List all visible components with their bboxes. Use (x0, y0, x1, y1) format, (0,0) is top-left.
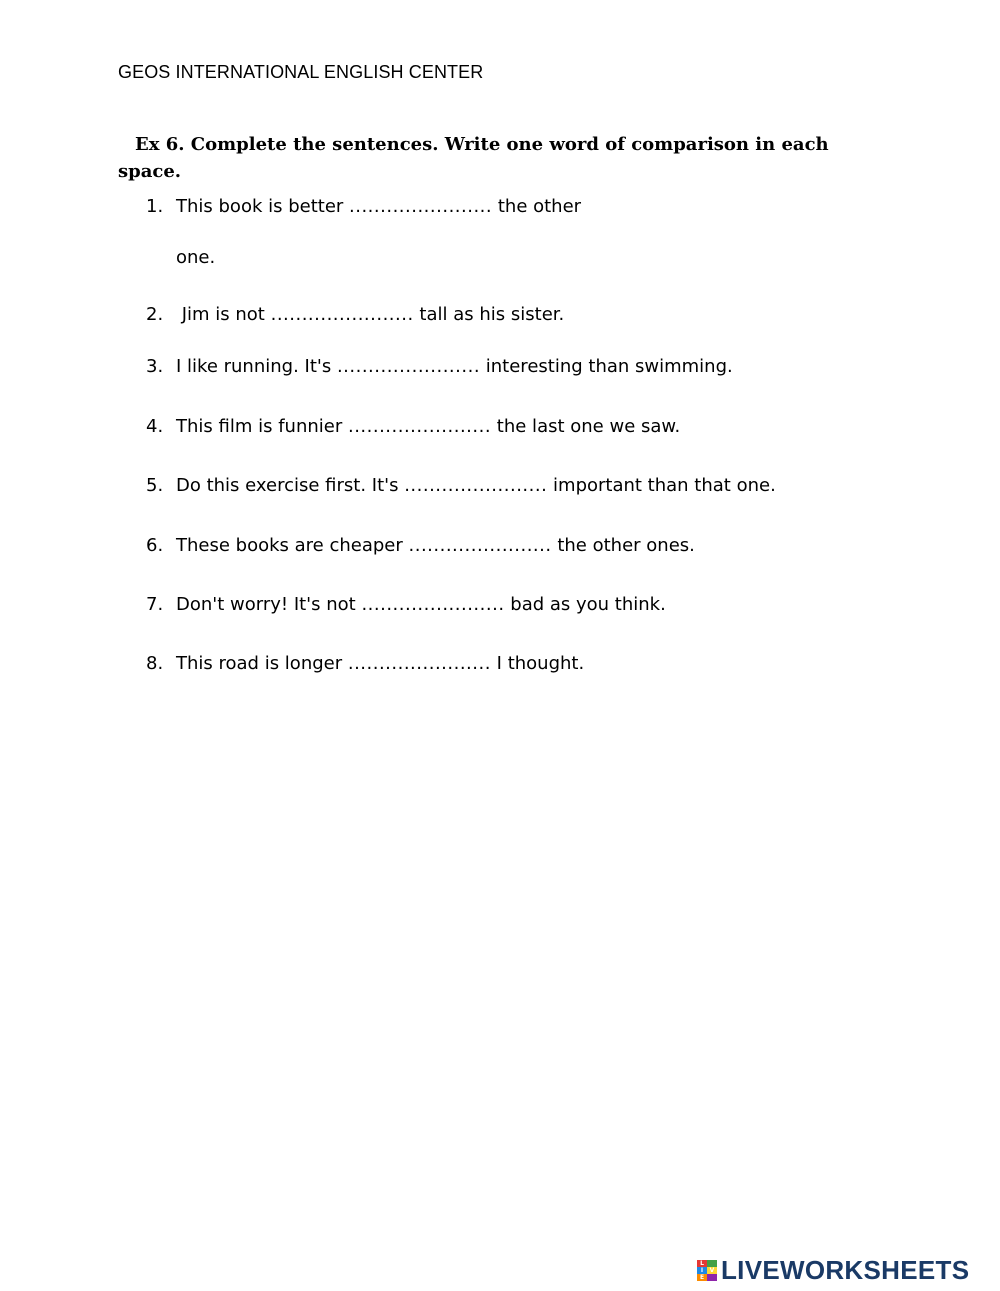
logo-block-icon: V (707, 1267, 717, 1274)
item-text-before: Jim is not (176, 304, 271, 325)
exercise-item-1 (146, 195, 581, 219)
answer-blank[interactable]: ....................... (349, 196, 493, 217)
logo-block-icon (707, 1274, 717, 1281)
exercise-item-3 (146, 355, 733, 379)
item-text-after: tall as his sister. (413, 304, 565, 325)
liveworksheets-logo[interactable] (697, 1256, 969, 1284)
organization-title: GEOS INTERNATIONAL ENGLISH CENTER (118, 62, 484, 82)
item-text-before: I like running. It's (176, 356, 337, 377)
item-text-after: the last one we saw. (491, 416, 681, 437)
answer-blank[interactable]: ....................... (361, 594, 505, 615)
answer-blank[interactable]: ....................... (347, 416, 492, 437)
exercise-item-4 (146, 415, 680, 439)
item-text-after: important than that one. (547, 475, 776, 496)
logo-block-icon: L (697, 1260, 707, 1267)
exercise-item-5 (146, 474, 776, 498)
exercise-instructions: Ex 6. Complete the sentences. Write one word of comparison in each space. (118, 134, 829, 182)
logo-block-icon: I (697, 1267, 707, 1274)
item-text-before: Don't worry! It's not (176, 594, 362, 615)
answer-blank[interactable]: ....................... (404, 475, 548, 496)
exercise-item-2 (146, 303, 564, 327)
brand-name: LIVEWORKSHEETS (721, 1254, 970, 1285)
item-text-after: I thought. (490, 653, 585, 674)
item-number: 2. (146, 304, 164, 325)
item-number: 3. (146, 356, 164, 377)
item-text-after: bad as you think. (504, 594, 666, 615)
exercise-item-7 (146, 593, 666, 617)
exercise-item-1-continuation: one. (176, 247, 216, 268)
item-text-before: Do this exercise first. It's (176, 475, 405, 496)
item-number: 8. (146, 653, 164, 674)
item-text-after: the other (492, 196, 582, 217)
item-number: 4. (146, 416, 164, 437)
item-text-before: These books are cheaper (176, 535, 409, 556)
item-text-before: This film is funnier (176, 416, 348, 437)
logo-block-icon (707, 1260, 717, 1267)
answer-blank[interactable]: ....................... (408, 535, 552, 556)
answer-blank[interactable]: ....................... (270, 304, 414, 325)
answer-blank[interactable]: ....................... (347, 653, 491, 674)
exercise-item-6 (146, 534, 695, 558)
logo-block-icon: E (697, 1274, 707, 1281)
item-number: 6. (146, 535, 164, 556)
item-number: 7. (146, 594, 164, 615)
item-number: 5. (146, 475, 164, 496)
exercise-item-8 (146, 652, 584, 676)
item-text-before: This road is longer (176, 653, 348, 674)
item-text-after: interesting than swimming. (480, 356, 733, 377)
logo-blocks-icon (697, 1260, 717, 1281)
item-number: 1. (146, 196, 164, 217)
item-text-after: the other ones. (551, 535, 695, 556)
item-text-before: This book is better (176, 196, 350, 217)
answer-blank[interactable]: ....................... (336, 356, 481, 377)
